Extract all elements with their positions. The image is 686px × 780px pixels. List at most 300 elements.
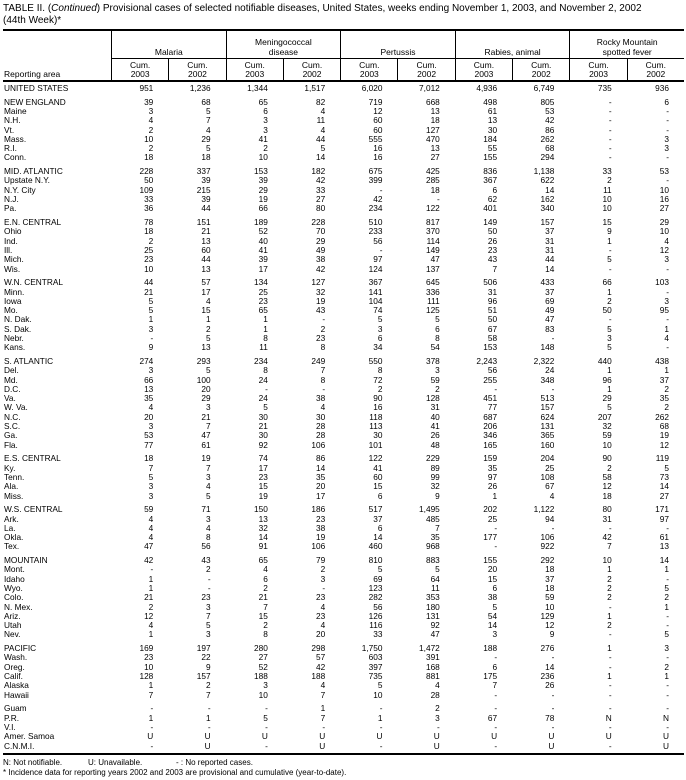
value-cell: 38 (315, 254, 326, 265)
value-cell: 21 (201, 226, 211, 237)
table-row (3, 306, 684, 315)
value-cell: 4 (549, 490, 555, 501)
value-cell: 3 (435, 365, 440, 376)
value-cell: 16 (373, 143, 383, 154)
reporting-area-cell: Ala. (4, 482, 19, 492)
value-cell: - (379, 703, 383, 714)
value-cell: 50 (487, 314, 498, 325)
value-cell: 1,138 (533, 166, 555, 177)
col-header-cum-2002-9: Cum. 2002 (627, 59, 684, 80)
table-title (3, 3, 684, 26)
value-cell: 14 (545, 263, 555, 274)
value-cell: - (322, 721, 326, 732)
value-cell: 7 (320, 712, 326, 723)
value-cell: 109 (139, 184, 154, 195)
value-cell: U (204, 731, 211, 742)
reporting-area-cell: V.I. (4, 722, 16, 732)
value-cell: 57 (315, 652, 326, 663)
value-cell: 103 (655, 277, 669, 288)
table-row (3, 126, 684, 135)
column-group-meningococcal-disease: Meningococcal disease (226, 31, 341, 59)
value-cell: 2 (607, 175, 612, 186)
reporting-area-cell: P.R. (4, 713, 20, 723)
value-cell: 5 (492, 601, 498, 612)
table-row (3, 612, 684, 621)
table-row (3, 505, 684, 514)
value-cell: 37 (545, 226, 555, 237)
value-cell: - (207, 573, 211, 584)
value-cell: 10 (602, 555, 612, 566)
value-cell: 6 (263, 573, 268, 584)
value-cell: 83 (545, 323, 555, 334)
value-cell: 35 (659, 393, 669, 404)
table-row (3, 315, 684, 324)
value-cell: - (608, 629, 612, 640)
value-cell: - (608, 152, 612, 163)
value-cell: 20 (201, 383, 211, 394)
value-cell: 10 (545, 601, 555, 612)
value-cell: 517 (368, 504, 383, 515)
reporting-area-cell: Alaska (4, 681, 29, 691)
value-cell: 7 (607, 541, 612, 552)
value-cell: 74 (258, 453, 268, 464)
table-row (3, 218, 684, 227)
value-cell: 56 (373, 235, 383, 246)
value-cell: 61 (659, 532, 669, 543)
value-cell: 124 (368, 263, 383, 274)
value-cell: 4 (435, 680, 440, 691)
value-cell: 55 (487, 143, 498, 154)
value-cell: 1,750 (361, 643, 383, 654)
reporting-area-cell: Wash. (4, 653, 28, 663)
value-cell: 1 (607, 671, 612, 682)
value-cell: 65 (258, 555, 268, 566)
value-cell: - (608, 721, 612, 732)
footnote-not-notifiable: N: Not notifiable. (3, 757, 63, 767)
value-cell: 4 (320, 124, 326, 135)
value-cell: 151 (196, 217, 211, 228)
table-row (3, 144, 684, 153)
value-cell: 44 (201, 203, 211, 214)
value-cell: 687 (483, 411, 498, 422)
reporting-area-cell: Mass. (4, 134, 27, 144)
reporting-area-cell: Wyo. (4, 583, 23, 593)
value-cell: - (666, 115, 669, 126)
table-row (3, 357, 684, 366)
value-cell: 4 (320, 680, 326, 691)
value-cell: 73 (659, 471, 669, 482)
table-row (3, 204, 684, 213)
value-cell: 39 (144, 96, 154, 107)
table-row (3, 714, 684, 723)
value-cell: - (551, 689, 555, 700)
value-cell: 645 (425, 277, 440, 288)
value-cell: 106 (311, 541, 326, 552)
reporting-area-cell: Fla. (4, 440, 18, 450)
value-cell: 8 (205, 532, 211, 543)
value-cell: 14 (315, 152, 326, 163)
value-cell: 29 (201, 133, 211, 144)
value-cell: 2 (320, 564, 326, 575)
value-cell: 5 (205, 365, 211, 376)
value-cell: 2 (205, 564, 211, 575)
value-cell: 153 (254, 166, 268, 177)
value-cell: 298 (311, 643, 326, 654)
value-cell: 69 (545, 295, 555, 306)
value-cell: 118 (369, 411, 383, 422)
value-cell: 2 (607, 582, 612, 593)
value-cell: 2 (320, 323, 326, 334)
value-cell: 15 (201, 305, 211, 316)
value-cell: - (551, 703, 555, 714)
value-cell: 57 (201, 277, 211, 288)
value-cell: 401 (483, 203, 498, 214)
reporting-area-cell: D.C. (4, 384, 21, 394)
reporting-area-cell: Ill. (4, 245, 13, 255)
value-cell: 485 (425, 513, 440, 524)
table-row (3, 630, 684, 639)
value-cell: 1 (263, 323, 268, 334)
value-cell: 2 (263, 620, 268, 631)
value-cell: 157 (540, 402, 555, 413)
value-cell: 3 (148, 105, 154, 116)
col-header-cum-2003-0: Cum. 2003 (111, 59, 168, 80)
value-cell: 510 (368, 217, 383, 228)
value-cell: - (150, 564, 154, 575)
value-cell: - (551, 522, 555, 533)
value-cell: 2 (607, 592, 612, 603)
value-cell: 3 (664, 143, 669, 154)
value-cell: 3 (263, 115, 268, 126)
value-cell: - (666, 680, 669, 691)
value-cell: 80 (602, 504, 612, 515)
value-cell: 26 (487, 235, 498, 246)
value-cell: 622 (540, 175, 555, 186)
value-cell: 4 (148, 620, 154, 631)
table-row (3, 492, 684, 501)
value-cell: 38 (315, 522, 326, 533)
value-cell: 18 (201, 152, 211, 163)
value-cell: 68 (659, 421, 669, 432)
value-cell: 19 (315, 532, 326, 543)
value-cell: 6 (263, 105, 268, 116)
value-cell: 14 (258, 532, 268, 543)
value-cell: - (666, 124, 669, 135)
reporting-area-cell: W. Va. (4, 403, 28, 413)
col-header-cum-2003-2: Cum. 2003 (226, 59, 283, 80)
value-cell: 42 (315, 263, 326, 274)
value-cell: 12 (659, 244, 669, 255)
title-line-1: TABLE II. (Continued) Provisional cases of selected notifiable diseases, United States, weeks ending November 1, 2003, and November 2, 2002 (3, 3, 642, 14)
value-cell: 67 (545, 481, 555, 492)
value-cell: 27 (258, 652, 268, 663)
value-cell: 922 (540, 541, 555, 552)
value-cell: - (322, 314, 326, 325)
value-cell: 1,236 (189, 83, 211, 93)
reporting-area-header: Reporting area (4, 69, 61, 79)
value-cell: 188 (254, 671, 268, 682)
value-cell: 7 (320, 365, 326, 376)
value-cell: 1 (664, 564, 669, 575)
value-cell: 4 (205, 295, 211, 306)
value-cell: 68 (201, 96, 211, 107)
table-row (3, 413, 684, 422)
value-cell: 7 (492, 680, 498, 691)
value-cell: 21 (258, 592, 268, 603)
value-cell: 31 (602, 513, 612, 524)
value-cell: 44 (545, 254, 555, 265)
value-cell: - (551, 652, 555, 663)
value-cell: U (319, 731, 326, 742)
value-cell: 125 (425, 305, 440, 316)
reporting-area-cell: Nebr. (4, 333, 24, 343)
value-cell: - (207, 582, 211, 593)
value-cell: 44 (201, 254, 211, 265)
value-cell: 5 (377, 680, 383, 691)
value-cell: 229 (425, 453, 440, 464)
value-cell: 14 (659, 555, 669, 566)
value-cell: 2 (377, 383, 383, 394)
table-row (3, 376, 684, 385)
value-cell: 10 (144, 661, 154, 672)
value-cell: 10 (602, 439, 612, 450)
value-cell: 58 (487, 332, 498, 343)
value-cell: 4 (148, 513, 154, 524)
table-row (3, 644, 684, 653)
table-row (3, 603, 684, 612)
reporting-area-cell: Oreg. (4, 662, 25, 672)
value-cell: - (608, 740, 612, 751)
value-cell: 2 (263, 143, 268, 154)
value-cell: 35 (144, 393, 154, 404)
value-cell: 56 (201, 541, 211, 552)
value-cell: 12 (602, 481, 612, 492)
value-cell: 26 (487, 481, 498, 492)
value-cell: 32 (430, 481, 440, 492)
value-cell: - (666, 721, 669, 732)
value-cell: 62 (487, 194, 498, 205)
value-cell: 292 (540, 555, 555, 566)
value-cell: 86 (315, 453, 326, 464)
value-cell: - (379, 244, 383, 255)
value-cell: 49 (315, 244, 326, 255)
value-cell: 5 (205, 620, 211, 631)
value-cell: 23 (315, 592, 326, 603)
footnote-incidence: * Incidence data for reporting years 2002 and 2003 are provisional and cumulative (year-to-date). (3, 767, 347, 777)
value-cell: 175 (483, 671, 498, 682)
value-cell: - (551, 383, 555, 394)
reporting-area-cell: Md. (4, 375, 18, 385)
value-cell: 340 (540, 203, 555, 214)
value-cell: 2 (664, 402, 669, 413)
value-cell: 3 (205, 629, 211, 640)
value-cell: 111 (427, 295, 440, 306)
value-cell: 41 (258, 133, 268, 144)
value-cell: - (322, 582, 326, 593)
value-cell: 3 (205, 402, 211, 413)
reporting-area-cell: N.J. (4, 195, 19, 205)
value-cell: 207 (597, 411, 612, 422)
table-row (3, 135, 684, 144)
value-cell: U (319, 740, 326, 751)
value-cell: 106 (540, 532, 555, 543)
value-cell: 451 (483, 393, 498, 404)
reporting-area-spacer (3, 31, 111, 59)
value-cell: 2 (148, 235, 154, 246)
value-cell: 59 (144, 504, 154, 515)
value-cell: 30 (487, 124, 498, 135)
value-cell: 28 (315, 421, 326, 432)
value-cell: 8 (263, 629, 268, 640)
value-cell: 61 (201, 439, 211, 450)
value-cell: 14 (487, 620, 498, 631)
value-cell: 470 (425, 133, 440, 144)
value-cell: 41 (258, 244, 268, 255)
value-cell: 27 (659, 490, 669, 501)
value-cell: 1 (148, 573, 154, 584)
value-cell: 23 (258, 295, 268, 306)
value-cell: 1 (148, 712, 154, 723)
reporting-area-cell: Va. (4, 394, 16, 404)
value-cell: 153 (483, 342, 498, 353)
value-cell: 171 (655, 504, 669, 515)
value-cell: - (666, 152, 669, 163)
reporting-area-cell: S. ATLANTIC (4, 356, 54, 366)
value-cell: 4 (664, 235, 669, 246)
value-cell: 101 (368, 439, 383, 450)
value-cell: 5 (435, 564, 440, 575)
value-cell: 54 (487, 610, 498, 621)
value-cell: 21 (144, 286, 154, 297)
reporting-area-cell: C.N.M.I. (4, 741, 35, 751)
table-row (3, 672, 684, 681)
value-cell: 5 (205, 332, 211, 343)
value-cell: 42 (545, 115, 555, 126)
value-cell: 7 (205, 689, 211, 700)
value-cell: 47 (201, 430, 211, 441)
value-cell: 391 (425, 652, 440, 663)
value-cell: 68 (545, 143, 555, 154)
value-cell: 7 (205, 115, 211, 126)
reporting-area-cell: NEW ENGLAND (4, 97, 66, 107)
table-row (3, 246, 684, 255)
value-cell: - (608, 133, 612, 144)
value-cell: - (494, 541, 498, 552)
value-cell: 31 (430, 402, 440, 413)
value-cell: 53 (144, 430, 154, 441)
value-cell: 7,012 (419, 83, 440, 93)
value-cell: 280 (254, 643, 268, 654)
value-cell: 33 (144, 194, 154, 205)
table-row (3, 265, 684, 274)
reporting-area-cell: Colo. (4, 593, 24, 603)
value-cell: 48 (430, 439, 440, 450)
value-cell: 1 (607, 383, 612, 394)
value-cell: 236 (540, 671, 555, 682)
value-cell: 18 (430, 115, 440, 126)
value-cell: 78 (545, 712, 555, 723)
value-cell: - (608, 244, 612, 255)
value-cell: 1 (148, 314, 154, 325)
value-cell: 262 (655, 411, 669, 422)
value-cell: 425 (425, 166, 440, 177)
value-cell: 1,495 (419, 504, 440, 515)
value-cell: 21 (144, 592, 154, 603)
value-cell: 346 (483, 430, 498, 441)
value-cell: U (605, 731, 612, 742)
value-cell: 42 (315, 175, 326, 186)
value-cell: - (666, 689, 669, 700)
table-row (3, 524, 684, 533)
value-cell: 1 (205, 712, 211, 723)
value-cell: 4 (205, 481, 211, 492)
value-cell: 16 (373, 402, 383, 413)
value-cell: 60 (373, 115, 383, 126)
value-cell: 42 (373, 194, 383, 205)
value-cell: 13 (258, 513, 268, 524)
value-cell: 9 (148, 342, 154, 353)
value-cell: 550 (368, 355, 383, 366)
value-cell: 19 (659, 430, 669, 441)
value-cell: 5 (607, 323, 612, 334)
reporting-area-cell: E.S. CENTRAL (4, 454, 61, 464)
value-cell: 122 (368, 453, 383, 464)
value-cell: 82 (315, 96, 326, 107)
table-row (3, 681, 684, 690)
value-cell: 5 (607, 254, 612, 265)
value-cell: - (666, 342, 669, 353)
value-cell: 44 (315, 133, 326, 144)
value-cell: 197 (196, 643, 211, 654)
value-cell: 11 (259, 342, 268, 353)
value-cell: 3 (148, 490, 154, 501)
value-cell: 4 (320, 601, 326, 612)
value-cell: 51 (487, 305, 498, 316)
value-cell: - (608, 689, 612, 700)
value-cell: 228 (139, 166, 154, 177)
value-cell: 165 (483, 439, 498, 450)
value-cell: - (494, 522, 498, 533)
value-cell: 1 (664, 365, 669, 376)
value-cell: 23 (315, 332, 326, 343)
value-cell: 7 (205, 462, 211, 473)
value-cell: 2 (148, 124, 154, 135)
table-row (3, 403, 684, 412)
value-cell: 378 (425, 355, 440, 366)
value-cell: - (666, 522, 669, 533)
value-cell: 14 (659, 481, 669, 492)
value-cell: 56 (373, 601, 383, 612)
value-cell: 27 (315, 194, 326, 205)
value-cell: 8 (320, 342, 326, 353)
value-cell: 367 (368, 277, 383, 288)
value-cell: 1 (607, 365, 612, 376)
value-cell: 56 (487, 365, 498, 376)
value-cell: 3 (664, 643, 669, 654)
value-cell: 64 (430, 573, 440, 584)
value-cell: 215 (196, 184, 211, 195)
value-cell: - (666, 314, 669, 325)
value-cell: 18 (430, 184, 440, 195)
value-cell: 126 (368, 610, 383, 621)
reporting-area-cell: Iowa (4, 296, 22, 306)
reporting-area-cell: Tenn. (4, 472, 25, 482)
value-cell: 149 (425, 244, 440, 255)
reporting-area-cell: UNITED STATES (4, 84, 69, 93)
value-cell: 90 (373, 393, 383, 404)
value-cell: 7 (263, 601, 268, 612)
value-cell: 30 (315, 411, 326, 422)
